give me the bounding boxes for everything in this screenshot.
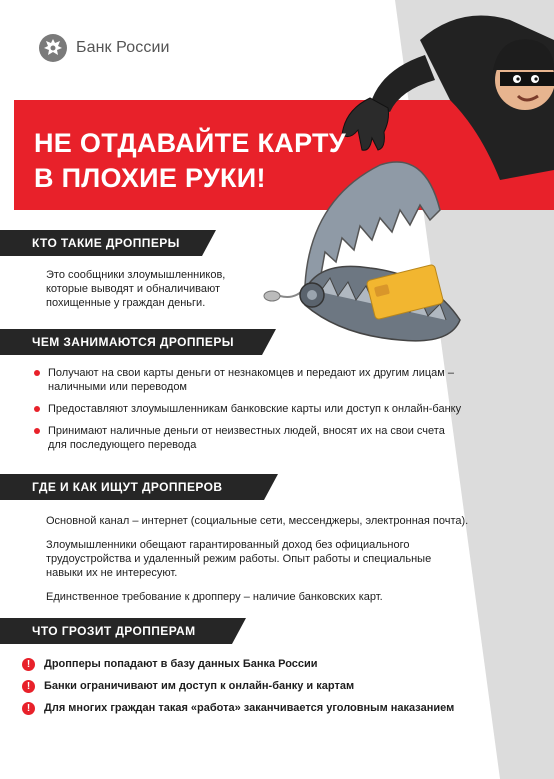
eagle-emblem-icon — [38, 33, 68, 63]
list-item-text: Предоставляют злоумышленникам банковские карты или доступ к онлайн-банку — [48, 403, 462, 415]
list-item — [32, 402, 461, 416]
who-text-line: похищенные у граждан деньги. — [46, 297, 206, 309]
list-item-text: Принимают наличные деньги от неизвестных людей, вносят их на свои счета — [48, 425, 445, 437]
section-heading-what: ЧЕМ ЗАНИМАЮТСЯ ДРОППЕРЫ — [0, 329, 262, 355]
who-text-line: которые выводят и обналичивают — [46, 283, 220, 295]
where-text-line: навыки их не интересуют. — [46, 567, 178, 579]
where-paragraph — [46, 538, 468, 580]
list-item — [32, 366, 461, 394]
list-item — [22, 700, 454, 716]
where-paragraph — [46, 514, 468, 528]
section-heading-where: ГДЕ И КАК ИЩУТ ДРОППЕРОВ — [0, 474, 264, 500]
logo-text: Банк России — [76, 39, 170, 56]
list-item-text: Дропперы попадают в базу данных Банка России — [44, 658, 318, 670]
list-item-text: Банки ограничивают им доступ к онлайн-банку и картам — [44, 680, 355, 692]
what-list — [32, 366, 461, 460]
exclamation-icon: ! — [22, 680, 35, 693]
section-heading-threat: ЧТО ГРОЗИТ ДРОППЕРАМ — [0, 618, 232, 644]
where-text-line: Единственное требование к дропперу – наличие банковских карт. — [46, 591, 383, 603]
list-item — [22, 656, 454, 672]
exclamation-icon: ! — [22, 702, 35, 715]
page-title — [34, 126, 346, 196]
list-item-text: Для многих граждан такая «работа» заканчивается уголовным наказанием — [44, 702, 455, 714]
list-item — [32, 424, 461, 452]
who-text-line: Это сообщники злоумышленников, — [46, 269, 226, 281]
section-who-text — [46, 268, 225, 310]
threat-list — [22, 656, 454, 722]
where-text-line: Злоумышленники обещают гарантированный доход без официального — [46, 539, 410, 551]
title-line-1: НЕ ОТДАВАЙТЕ КАРТУ — [34, 128, 346, 158]
where-paragraph — [46, 590, 468, 604]
list-item-text: Получают на свои карты деньги от незнакомцев и передают их другим лицам – — [48, 367, 455, 379]
where-text-line: Основной канал – интернет (социальные сети, мессенджеры, электронная почта). — [46, 515, 469, 527]
section-heading-who: КТО ТАКИЕ ДРОППЕРЫ — [0, 230, 202, 256]
bank-logo — [38, 33, 170, 63]
exclamation-icon: ! — [22, 658, 35, 671]
section-where-text — [46, 514, 468, 614]
list-item-text: наличными или переводом — [48, 381, 187, 393]
list-item — [22, 678, 454, 694]
where-text-line: трудоустройства и удаленный режим работы. Опыт работы и специальные — [46, 553, 432, 565]
title-line-2: В ПЛОХИЕ РУКИ! — [34, 163, 266, 193]
list-item-text: для последующего перевода — [48, 439, 197, 451]
